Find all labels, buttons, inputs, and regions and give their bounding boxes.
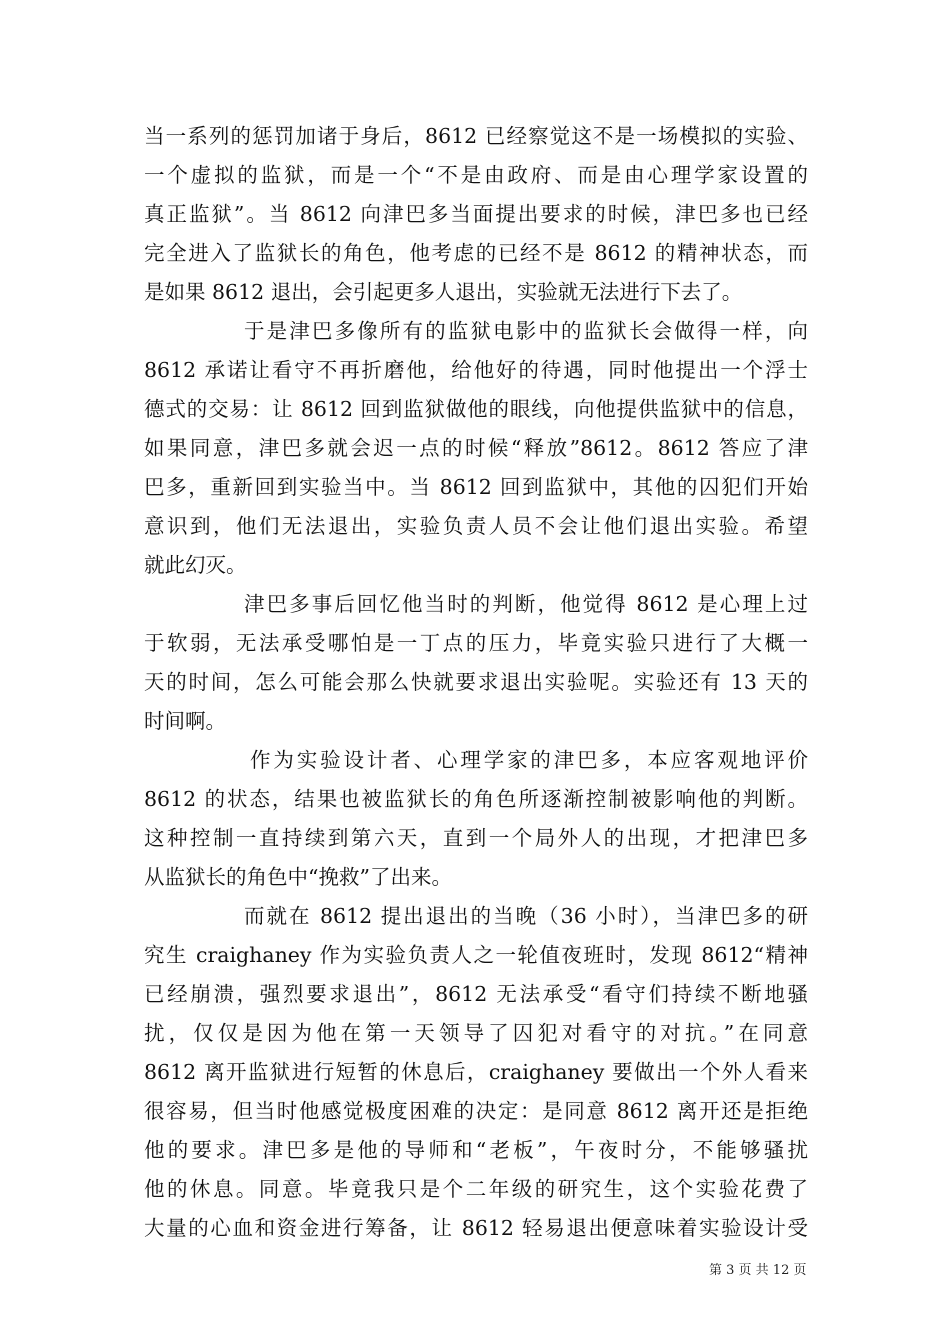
text-line: 扰，仅仅是因为他在第一天领导了囚犯对看守的对抗。”在同意 <box>144 1021 808 1045</box>
paragraph-3 <box>144 585 808 741</box>
text-line: 如果同意，津巴多就会迟一点的时候“释放”8612。8612 答应了津 <box>144 436 808 460</box>
text-line: 于是津巴多像所有的监狱电影中的监狱长会做得一样，向 <box>244 319 808 343</box>
text-line: 一个虚拟的监狱，而是一个“不是由政府、而是由心理学家设置的 <box>144 163 808 187</box>
text-line: 他的要求。津巴多是他的导师和“老板”，午夜时分，不能够骚扰 <box>144 1138 808 1162</box>
text-line: 时间啊。 <box>144 709 226 733</box>
text-line: 完全进入了监狱长的角色，他考虑的已经不是 8612 的精神状态，而 <box>144 241 808 265</box>
text-line: 这种控制一直持续到第六天，直到一个局外人的出现，才把津巴多 <box>144 826 808 850</box>
text-line: 他的休息。同意。毕竟我只是个二年级的研究生，这个实验花费了 <box>144 1177 808 1201</box>
text-line: 是如果 8612 退出，会引起更多人退出，实验就无法进行下去了。 <box>144 280 743 304</box>
text-line: 就此幻灭。 <box>144 553 247 577</box>
paragraph-2 <box>144 312 808 585</box>
text-line: 已经崩溃，强烈要求退出”，8612 无法承受“看守们持续不断地骚 <box>144 982 808 1006</box>
text-line: 于软弱，无法承受哪怕是一丁点的压力，毕竟实验只进行了大概一 <box>144 631 808 655</box>
text-line: 德式的交易：让 8612 回到监狱做他的眼线，向他提供监狱中的信息， <box>144 397 808 421</box>
text-line: 大量的心血和资金进行筹备，让 8612 轻易退出便意味着实验设计受 <box>144 1216 808 1240</box>
text-line: 8612 的状态，结果也被监狱长的角色所逐渐控制被影响他的判断。 <box>144 787 808 811</box>
paragraph-5 <box>144 897 808 1248</box>
text-line: 津巴多事后回忆他当时的判断，他觉得 8612 是心理上过 <box>244 592 808 616</box>
text-line: 很容易，但当时他感觉极度困难的决定：是同意 8612 离开还是拒绝 <box>144 1099 808 1123</box>
text-line: 从监狱长的角色中“挽救”了出来。 <box>144 865 452 889</box>
text-line: 意识到，他们无法退出，实验负责人员不会让他们退出实验。希望 <box>144 514 808 538</box>
paragraph-1 <box>144 117 808 312</box>
text-line: 天的时间，怎么可能会那么快就要求退出实验呢。实验还有 13 天的 <box>144 670 808 694</box>
text-line: 而就在 8612 提出退出的当晚（36 小时），当津巴多的研 <box>244 904 808 928</box>
text-line: 巴多，重新回到实验当中。当 8612 回到监狱中，其他的囚犯们开始 <box>144 475 808 499</box>
text-line: 当一系列的惩罚加诸于身后，8612 已经察觉这不是一场模拟的实验、 <box>144 124 808 148</box>
text-line: 作为实验设计者、心理学家的津巴多，本应客观地评价 <box>250 748 808 772</box>
paragraph-4 <box>144 741 808 897</box>
body-text <box>144 117 808 1248</box>
text-line: 究生 craighaney 作为实验负责人之一轮值夜班时，发现 8612“精神 <box>144 943 808 967</box>
text-line: 8612 离开监狱进行短暂的休息后，craighaney 要做出一个外人看来 <box>144 1060 808 1084</box>
page-number: 第 3 页 共 12 页 <box>709 1263 807 1278</box>
text-line: 真正监狱”。当 8612 向津巴多当面提出要求的时候，津巴多也已经 <box>144 202 808 226</box>
text-line: 8612 承诺让看守不再折磨他，给他好的待遇，同时他提出一个浮士 <box>144 358 808 382</box>
